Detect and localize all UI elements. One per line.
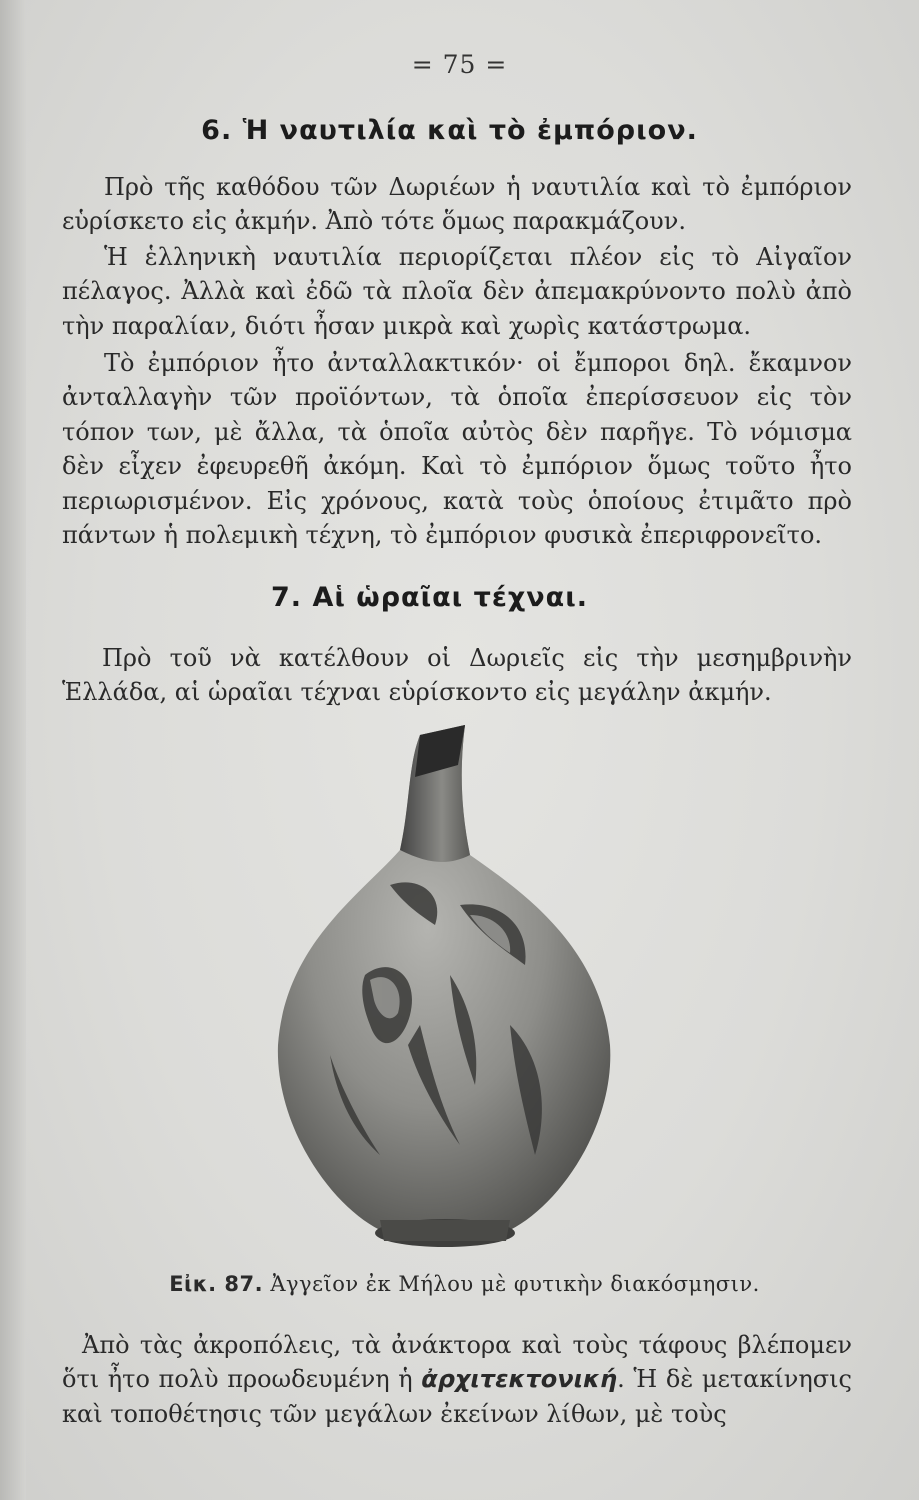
figure-label: Εἰκ. 87. [169, 1272, 264, 1296]
architecture-term: ἀρχιτεκτονική [421, 1365, 618, 1394]
figure-caption [0, 1272, 919, 1296]
section-heading-fine-arts: 7. Αἱ ὡραῖαι τέχναι. [271, 582, 588, 613]
paragraph-trade: Τὸ ἐμπόριον ἦτο ἀνταλλακτικόν· οἱ ἔμποροι δηλ. ἔκαμνον ἀνταλλαγὴν τῶν προϊόντων, τὰ ὁποῖα ἐπερίσσευον εἰς τὸν τόπον των, μὲ ἄλλα, τὰ ὁποῖα αὐτὸς δὲν παρῆγε. Τὸ νόμισμα δὲν εἶχεν ἐφευρεθῆ ἀκόμη. Καὶ τὸ ἐμπόριον ὅμως τοῦτο ἦτο περιωρισμένον. Εἰς χρόνους, κατὰ τοὺς ὁποίους ἐτιμᾶτο πρὸ πάντων ἡ πολεμικὴ τέχνη, τὸ ἐμπόριον φυσικὰ ἐπεριφρονεῖτο. [62, 349, 852, 550]
vase-illustration [270, 725, 630, 1265]
paragraph-fine-arts: Πρὸ τοῦ νὰ κατέλθουν οἱ Δωριεῖς εἰς τὴν μεσημβρινὴν Ἑλλάδα, αἱ ὡραῖαι τέχναι εὑρίσκοντο εἰς μεγάλην ἀκμήν. [62, 644, 852, 707]
architecture-text-after: . Ἡ δὲ μετακίνησις καὶ τοποθέτησις τῶν μεγάλων ἐκείνων λίθων, μὲ τοὺς [62, 1365, 852, 1428]
paragraph-navigation-intro: Πρὸ τῆς καθόδου τῶν Δωριέων ἡ ναυτιλία καὶ τὸ ἐμπόριον εὑρίσκετο εἰς ἀκμήν. Ἀπὸ τότε ὅμως παρακμάζουν. [62, 173, 852, 236]
section-heading-navigation-trade: 6. Ἡ ναυτιλία καὶ τὸ ἐμπόριον. [201, 115, 698, 146]
architecture-text-before: Ἀπὸ τὰς ἀκροπόλεις, τὰ ἀνάκτορα καὶ τοὺς τάφους βλέπομεν ὅτι ἦτο πολὺ προωδευμένη ἡ [62, 1331, 852, 1394]
paragraph-architecture [62, 1328, 852, 1431]
paragraph-greek-navigation: Ἡ ἑλληνικὴ ναυτιλία περιορίζεται πλέον εἰς τὸ Αἰγαῖον πέλαγος. Ἀλλὰ καὶ ἐδῶ τὰ πλοῖα δὲν ἀπεμακρύνοντο πολὺ ἀπὸ τὴν παραλίαν, διότι ἦσαν μικρὰ καὶ χωρὶς κατάστρωμα. [62, 243, 852, 340]
figure-caption-text: Ἀγγεῖον ἐκ Μήλου μὲ φυτικὴν διακόσμησιν. [270, 1272, 760, 1296]
page-number: = 75 = [411, 50, 508, 79]
